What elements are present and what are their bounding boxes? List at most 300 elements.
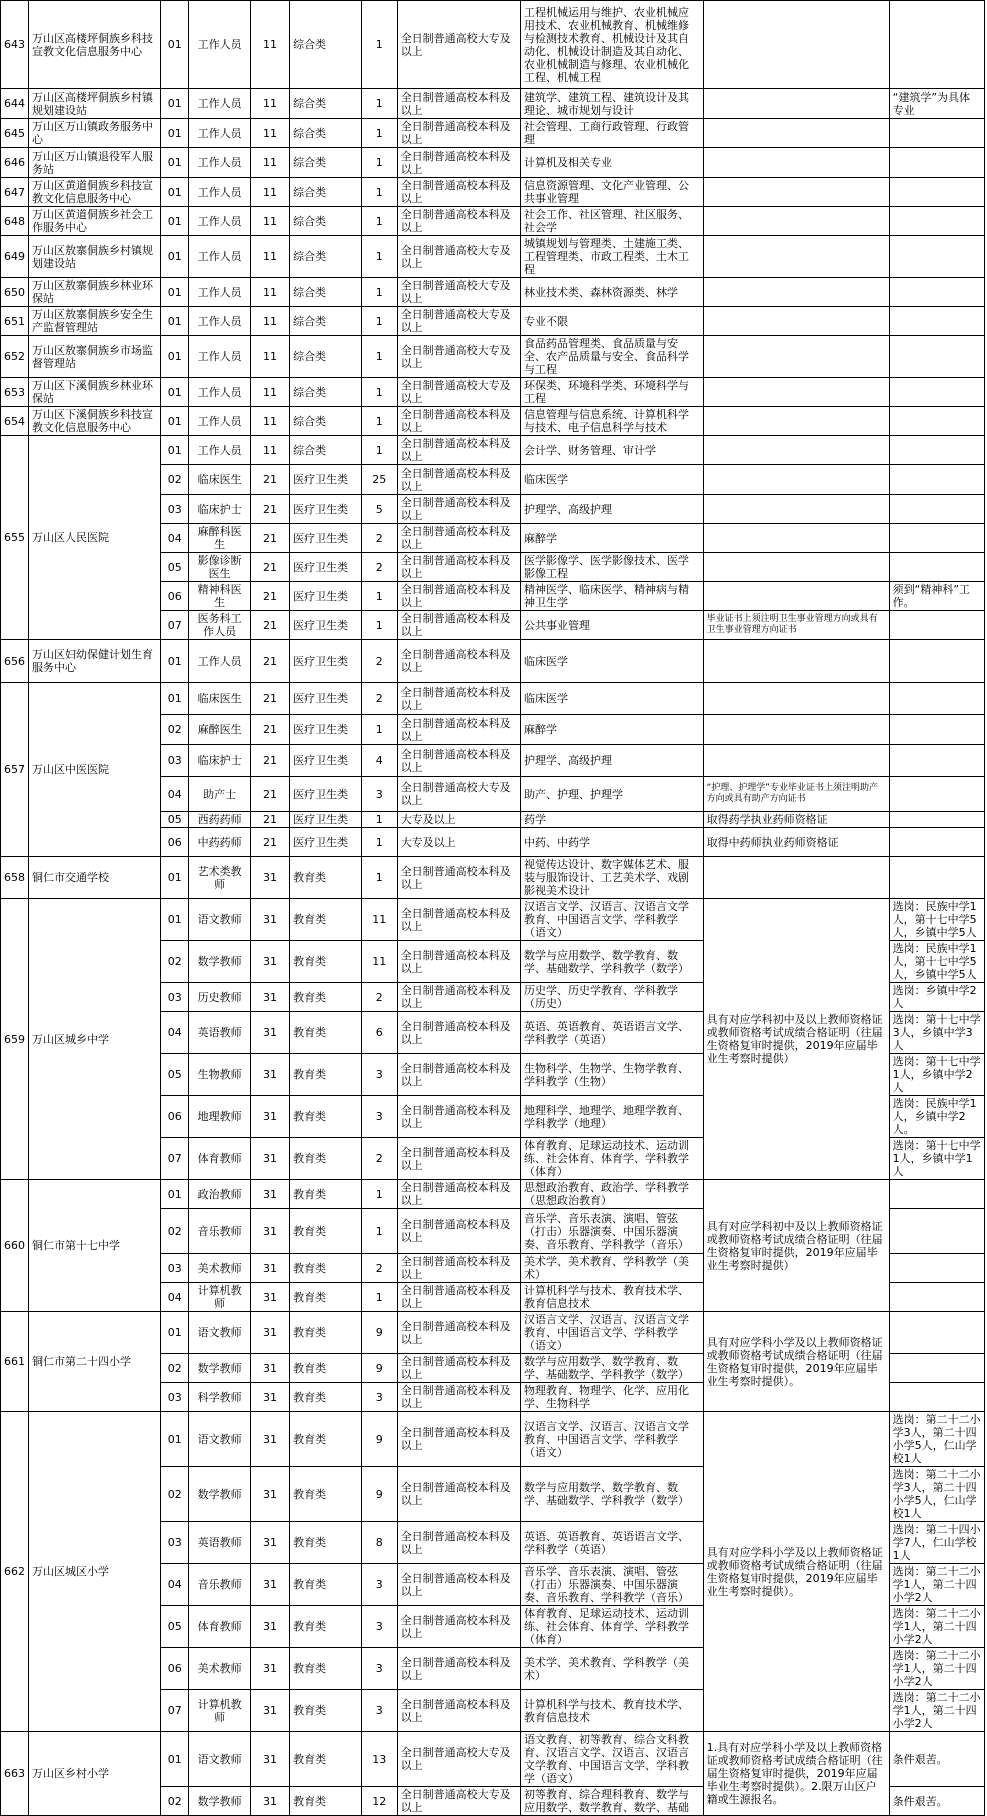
- job-category-code: 11: [250, 336, 289, 378]
- job-type: 综合类: [290, 436, 362, 465]
- table-row: [1, 407, 985, 436]
- major: 临床医学: [520, 640, 703, 683]
- job-code: 01: [161, 336, 189, 378]
- hire-count: 2: [361, 983, 397, 1012]
- table-row: [1, 278, 985, 307]
- job-category-code: 31: [250, 1209, 289, 1254]
- job-name: 历史教师: [189, 983, 251, 1012]
- education: 全日制普通高校本科及以上: [397, 1209, 520, 1254]
- major: 体育教育、足球运动技术、运动训练、社会体育、体育学、学科教学（体育）: [520, 1606, 703, 1648]
- row-number: 660: [1, 1180, 29, 1312]
- remarks: [889, 207, 984, 236]
- major: 汉语言文学、汉语言、汉语言文学教育、中国语言文学、学科教学（语文）: [520, 899, 703, 941]
- job-name: 美术教师: [189, 1648, 251, 1690]
- job-category-code: 31: [250, 1690, 289, 1732]
- major: 食品药品管理类、食品质量与安全、农产品质量与安全、食品科学与工程: [520, 336, 703, 378]
- job-name: 影像诊断医生: [189, 553, 251, 582]
- hire-count: 3: [361, 1648, 397, 1690]
- unit-name: 万山区人民医院: [29, 436, 161, 640]
- education: 全日制普通高校本科及以上: [397, 1354, 520, 1383]
- education: 全日制普通高校本科及以上: [397, 1054, 520, 1096]
- hire-count: 3: [361, 1096, 397, 1138]
- remarks: [889, 336, 984, 378]
- job-category-code: 21: [250, 640, 289, 683]
- remarks: 选岗：民族中学1人，第十七中学5人，乡镇中学5人: [889, 899, 984, 941]
- job-name: 工作人员: [189, 236, 251, 278]
- remarks: [889, 495, 984, 524]
- row-number: 654: [1, 407, 29, 436]
- major: 初等教育、综合理科教育、数学与应用数学、数学教育、数学、基础: [520, 1787, 703, 1816]
- other-conditions: [703, 495, 889, 524]
- hire-count: 1: [361, 119, 397, 148]
- major: 信息资源管理、文化产业管理、公共事业管理: [520, 178, 703, 207]
- hire-count: 3: [361, 777, 397, 812]
- remarks: [889, 119, 984, 148]
- hire-count: 1: [361, 278, 397, 307]
- education: 全日制普通高校本科及以上: [397, 1096, 520, 1138]
- job-name: 工作人员: [189, 307, 251, 336]
- job-type: 综合类: [290, 89, 362, 119]
- remarks: [889, 640, 984, 683]
- job-name: 工作人员: [189, 178, 251, 207]
- major: 汉语言文学、汉语言、汉语言文学教育、中国语言文学、学科教学（语文）: [520, 1312, 703, 1354]
- education: 全日制普通高校大专及以上: [397, 336, 520, 378]
- job-category-code: 31: [250, 899, 289, 941]
- job-category-code: 21: [250, 777, 289, 812]
- hire-count: 11: [361, 941, 397, 983]
- job-type: 教育类: [290, 1254, 362, 1283]
- remarks: [889, 407, 984, 436]
- job-name: 音乐教师: [189, 1209, 251, 1254]
- other-conditions: [703, 715, 889, 745]
- job-code: 05: [161, 1606, 189, 1648]
- major: 思想政治教育、政治学、学科教学（思想政治教育）: [520, 1180, 703, 1209]
- education: 全日制普通高校本科及以上: [397, 941, 520, 983]
- job-code: 05: [161, 553, 189, 582]
- hire-count: 12: [361, 1787, 397, 1816]
- job-type: 教育类: [290, 1054, 362, 1096]
- job-type: 教育类: [290, 941, 362, 983]
- remarks: 选岗：第二十二小学3人，第二十四小学5人，仁山学校1人: [889, 1412, 984, 1467]
- remarks: 条件艰苦。: [889, 1732, 984, 1787]
- remarks: [889, 178, 984, 207]
- job-name: 语文教师: [189, 899, 251, 941]
- job-type: 医疗卫生类: [290, 582, 362, 611]
- education: 全日制普通高校本科及以上: [397, 857, 520, 899]
- other-conditions: 具有对应学科初中及以上教师资格证或教师资格考试成绩合格证明（往届生资格复审时提供，2019年应届毕业生考察时提供）: [703, 1180, 889, 1312]
- table-row: [1, 1180, 985, 1209]
- hire-count: 2: [361, 1254, 397, 1283]
- education: 全日制普通高校本科及以上: [397, 611, 520, 640]
- hire-count: 1: [361, 812, 397, 828]
- job-code: 06: [161, 1096, 189, 1138]
- job-category-code: 11: [250, 178, 289, 207]
- job-name: 工作人员: [189, 207, 251, 236]
- row-number: 656: [1, 640, 29, 683]
- job-type: 教育类: [290, 1354, 362, 1383]
- job-category-code: 31: [250, 857, 289, 899]
- job-code: 03: [161, 1254, 189, 1283]
- education: 全日制普通高校大专及以上: [397, 1787, 520, 1816]
- major: 城镇规划与管理类、土建施工类、工程管理类、市政工程类、土木工程: [520, 236, 703, 278]
- education: 全日制普通高校大专及以上: [397, 236, 520, 278]
- row-number: 648: [1, 207, 29, 236]
- job-code: 07: [161, 1138, 189, 1180]
- job-category-code: 11: [250, 436, 289, 465]
- row-number: 644: [1, 89, 29, 119]
- job-category-code: 11: [250, 207, 289, 236]
- job-category-code: 31: [250, 941, 289, 983]
- major: 美术学、美术教育、学科教学（美术）: [520, 1254, 703, 1283]
- row-number: 651: [1, 307, 29, 336]
- hire-count: 2: [361, 640, 397, 683]
- job-type: 教育类: [290, 1690, 362, 1732]
- job-name: 工作人员: [189, 89, 251, 119]
- job-code: 03: [161, 1522, 189, 1564]
- hire-count: 1: [361, 148, 397, 178]
- other-conditions: [703, 465, 889, 495]
- job-type: 教育类: [290, 1787, 362, 1816]
- remarks: [889, 524, 984, 553]
- major: 计算机及相关专业: [520, 148, 703, 178]
- job-code: 01: [161, 236, 189, 278]
- other-conditions: [703, 278, 889, 307]
- job-name: 数学教师: [189, 1787, 251, 1816]
- major: 计算机科学与技术、教育技术学、教育信息技术: [520, 1283, 703, 1312]
- education: 全日制普通高校大专及以上: [397, 307, 520, 336]
- remarks: [889, 148, 984, 178]
- education: 全日制普通高校本科及以上: [397, 407, 520, 436]
- major: 数学与应用数学、数学教育、数学、基础数学、学科教学（数学）: [520, 1467, 703, 1522]
- job-name: 工作人员: [189, 407, 251, 436]
- job-name: 艺术类教师: [189, 857, 251, 899]
- unit-name: 万山区下溪侗族乡林业环保站: [29, 378, 161, 407]
- major: 药学: [520, 812, 703, 828]
- unit-name: 万山区万山镇政务服务中心: [29, 119, 161, 148]
- remarks: [889, 1209, 984, 1254]
- education: 全日制普通高校本科及以上: [397, 524, 520, 553]
- job-name: 政治教师: [189, 1180, 251, 1209]
- other-conditions: [703, 336, 889, 378]
- job-code: 01: [161, 1, 189, 89]
- job-code: 04: [161, 524, 189, 553]
- job-type: 综合类: [290, 307, 362, 336]
- job-type: 教育类: [290, 1467, 362, 1522]
- unit-name: 铜仁市第十七中学: [29, 1180, 161, 1312]
- table-row: [1, 1412, 985, 1467]
- job-name: 工作人员: [189, 119, 251, 148]
- hire-count: 3: [361, 1606, 397, 1648]
- job-name: 数学教师: [189, 1354, 251, 1383]
- education: 全日制普通高校本科及以上: [397, 983, 520, 1012]
- job-name: 体育教师: [189, 1606, 251, 1648]
- job-code: 02: [161, 941, 189, 983]
- major: 英语、英语教育、英语语言文学、学科教学（英语）: [520, 1012, 703, 1054]
- job-code: 03: [161, 983, 189, 1012]
- education: 全日制普通高校大专及以上: [397, 1, 520, 89]
- job-code: 05: [161, 812, 189, 828]
- unit-name: 铜仁市交通学校: [29, 857, 161, 899]
- hire-count: 1: [361, 1209, 397, 1254]
- job-category-code: 31: [250, 1787, 289, 1816]
- job-type: 教育类: [290, 1522, 362, 1564]
- table-row: [1, 207, 985, 236]
- job-category-code: 21: [250, 465, 289, 495]
- job-code: 01: [161, 148, 189, 178]
- job-type: 教育类: [290, 1564, 362, 1606]
- major: 数学与应用数学、数学教育、数学、基础数学、学科教学（数学）: [520, 1354, 703, 1383]
- table-row: [1, 89, 985, 119]
- hire-count: 3: [361, 1564, 397, 1606]
- table-row: [1, 1, 985, 89]
- job-category-code: 31: [250, 1138, 289, 1180]
- job-code: 02: [161, 465, 189, 495]
- job-category-code: 31: [250, 1054, 289, 1096]
- job-code: 01: [161, 119, 189, 148]
- major: 精神医学、临床医学、精神病与精神卫生学: [520, 582, 703, 611]
- other-conditions: [703, 148, 889, 178]
- unit-name: 万山区黄道侗族乡社会工作服务中心: [29, 207, 161, 236]
- education: 全日制普通高校本科及以上: [397, 495, 520, 524]
- job-code: 01: [161, 899, 189, 941]
- remarks: [889, 828, 984, 857]
- row-number: 662: [1, 1412, 29, 1732]
- major: 计算机科学与技术、教育技术学、教育信息技术: [520, 1690, 703, 1732]
- remarks: [889, 1312, 984, 1354]
- unit-name: 万山区万山镇退役军人服务站: [29, 148, 161, 178]
- remarks: [889, 745, 984, 777]
- other-conditions: 具有对应学科初中及以上教师资格证或教师资格考试成绩合格证明（往届生资格复审时提供，2019年应届毕业生考察时提供）: [703, 899, 889, 1180]
- education: 全日制普通高校本科及以上: [397, 1467, 520, 1522]
- job-type: 医疗卫生类: [290, 611, 362, 640]
- major: 体育教育、足球运动技术、运动训练、社会体育、体育学、学科教学（体育）: [520, 1138, 703, 1180]
- job-name: 计算机教师: [189, 1690, 251, 1732]
- job-category-code: 11: [250, 89, 289, 119]
- table-row: [1, 148, 985, 178]
- major: 林业技术类、森林资源类、林学: [520, 278, 703, 307]
- job-type: 医疗卫生类: [290, 828, 362, 857]
- job-code: 04: [161, 777, 189, 812]
- job-type: 综合类: [290, 278, 362, 307]
- job-code: 01: [161, 1732, 189, 1787]
- job-name: 音乐教师: [189, 1564, 251, 1606]
- job-name: 工作人员: [189, 1, 251, 89]
- job-category-code: 31: [250, 983, 289, 1012]
- job-category-code: 31: [250, 1254, 289, 1283]
- remarks: 选岗：第十七中学3人，乡镇中学3人: [889, 1012, 984, 1054]
- row-number: 652: [1, 336, 29, 378]
- hire-count: 5: [361, 495, 397, 524]
- remarks: 选岗：第二十二小学1人，第二十四小学2人: [889, 1648, 984, 1690]
- education: 全日制普通高校本科及以上: [397, 640, 520, 683]
- job-type: 综合类: [290, 148, 362, 178]
- hire-count: 4: [361, 745, 397, 777]
- education: 全日制普通高校本科及以上: [397, 582, 520, 611]
- remarks: 选岗：民族中学1人，第十七中学5人，乡镇中学5人: [889, 941, 984, 983]
- remarks: [889, 1180, 984, 1209]
- job-category-code: 21: [250, 524, 289, 553]
- job-code: 03: [161, 745, 189, 777]
- remarks: 选岗：第十七中学1人，乡镇中学2人: [889, 1054, 984, 1096]
- hire-count: 3: [361, 1054, 397, 1096]
- job-name: 语文教师: [189, 1732, 251, 1787]
- job-type: 医疗卫生类: [290, 524, 362, 553]
- education: 全日制普通高校本科及以上: [397, 899, 520, 941]
- education: 全日制普通高校本科及以上: [397, 148, 520, 178]
- job-type: 综合类: [290, 207, 362, 236]
- other-conditions: [703, 524, 889, 553]
- other-conditions: 取得药学执业药师资格证: [703, 812, 889, 828]
- unit-name: 万山区妇幼保健计划生育服务中心: [29, 640, 161, 683]
- row-number: 655: [1, 436, 29, 640]
- hire-count: 9: [361, 1467, 397, 1522]
- job-code: 01: [161, 278, 189, 307]
- table-row: [1, 899, 985, 941]
- job-name: 医务科工作人员: [189, 611, 251, 640]
- unit-name: 万山区敖寨侗族乡安全生产监督管理站: [29, 307, 161, 336]
- other-conditions: [703, 207, 889, 236]
- job-code: 07: [161, 1690, 189, 1732]
- education: 全日制普通高校本科及以上: [397, 1648, 520, 1690]
- education: 全日制普通高校本科及以上: [397, 715, 520, 745]
- row-number: 663: [1, 1732, 29, 1816]
- remarks: 选岗：第二十二小学1人，第二十四小学2人: [889, 1564, 984, 1606]
- major: 物理教育、物理学、化学、应用化学、生物科学: [520, 1383, 703, 1412]
- major: 临床医学: [520, 465, 703, 495]
- job-name: 语文教师: [189, 1412, 251, 1467]
- education: 全日制普通高校大专及以上: [397, 777, 520, 812]
- job-type: 教育类: [290, 1606, 362, 1648]
- remarks: [889, 307, 984, 336]
- row-number: 657: [1, 683, 29, 857]
- job-type: 教育类: [290, 1312, 362, 1354]
- hire-count: 1: [361, 715, 397, 745]
- other-conditions: 具有对应学科小学及以上教师资格证或教师资格考试成绩合格证明（往届生资格复审时提供，2019年应届毕业生考察时提供）。: [703, 1412, 889, 1732]
- table-row: [1, 640, 985, 683]
- major: 会计学、财务管理、审计学: [520, 436, 703, 465]
- other-conditions: [703, 640, 889, 683]
- unit-name: 万山区敖寨侗族乡市场监督管理站: [29, 336, 161, 378]
- job-name: 生物教师: [189, 1054, 251, 1096]
- unit-name: 万山区中医医院: [29, 683, 161, 857]
- job-type: 综合类: [290, 236, 362, 278]
- remarks: [889, 278, 984, 307]
- major: 音乐学、音乐表演、演唱、管弦（打击）乐器演奏、中国乐器演奏、音乐教育、学科教学（音乐）: [520, 1564, 703, 1606]
- job-category-code: 11: [250, 148, 289, 178]
- major: 英语、英语教育、英语语言文学、学科教学（英语）: [520, 1522, 703, 1564]
- remarks: 选岗：第十七中学1人，乡镇中学1人: [889, 1138, 984, 1180]
- job-name: 计算机教师: [189, 1283, 251, 1312]
- job-name: 工作人员: [189, 378, 251, 407]
- major: 护理学、高级护理: [520, 495, 703, 524]
- hire-count: 1: [361, 1180, 397, 1209]
- unit-name: 万山区高楼坪侗族乡村镇规划建设站: [29, 89, 161, 119]
- job-code: 02: [161, 1467, 189, 1522]
- hire-count: 9: [361, 1354, 397, 1383]
- hire-count: 1: [361, 407, 397, 436]
- remarks: [889, 1283, 984, 1312]
- job-type: 教育类: [290, 1732, 362, 1787]
- hire-count: 1: [361, 1283, 397, 1312]
- job-category-code: 21: [250, 715, 289, 745]
- other-conditions: [703, 178, 889, 207]
- job-category-code: 11: [250, 278, 289, 307]
- job-code: 03: [161, 495, 189, 524]
- major: 数学与应用数学、数学教育、数学、基础数学、学科教学（数学）: [520, 941, 703, 983]
- remarks: [889, 812, 984, 828]
- hire-count: 1: [361, 178, 397, 207]
- job-category-code: 31: [250, 1412, 289, 1467]
- education: 全日制普通高校本科及以上: [397, 89, 520, 119]
- other-conditions: [703, 378, 889, 407]
- major: 护理学、高级护理: [520, 745, 703, 777]
- job-code: 06: [161, 582, 189, 611]
- job-type: 教育类: [290, 1012, 362, 1054]
- education: 全日制普通高校本科及以上: [397, 207, 520, 236]
- major: 社会工作、社区管理、社区服务、社会学: [520, 207, 703, 236]
- job-name: 体育教师: [189, 1138, 251, 1180]
- job-code: 01: [161, 378, 189, 407]
- major: 专业不限: [520, 307, 703, 336]
- row-number: 645: [1, 119, 29, 148]
- hire-count: 1: [361, 378, 397, 407]
- remarks: 选岗：第二十二小学1人，第二十四小学2人: [889, 1690, 984, 1732]
- remarks: 选岗：民族中学1人，乡镇中学2人。: [889, 1096, 984, 1138]
- other-conditions: [703, 236, 889, 278]
- job-name: 工作人员: [189, 148, 251, 178]
- job-type: 教育类: [290, 1209, 362, 1254]
- job-type: 医疗卫生类: [290, 777, 362, 812]
- job-code: 03: [161, 1383, 189, 1412]
- hire-count: 13: [361, 1732, 397, 1787]
- job-category-code: 31: [250, 1354, 289, 1383]
- education: 全日制普通高校本科及以上: [397, 178, 520, 207]
- job-name: 临床护士: [189, 495, 251, 524]
- job-type: 医疗卫生类: [290, 715, 362, 745]
- other-conditions: [703, 89, 889, 119]
- table-row: [1, 236, 985, 278]
- education: 全日制普通高校本科及以上: [397, 1012, 520, 1054]
- remarks: 选岗：第二十二小学3人，第二十四小学5人，仁山学校1人: [889, 1467, 984, 1522]
- hire-count: 11: [361, 899, 397, 941]
- job-category-code: 11: [250, 1, 289, 89]
- major: 历史学、历史学教育、学科教学（历史）: [520, 983, 703, 1012]
- remarks: [889, 1, 984, 89]
- remarks: [889, 1383, 984, 1412]
- job-name: 数学教师: [189, 941, 251, 983]
- job-category-code: 31: [250, 1648, 289, 1690]
- remarks: 选岗：第二十二小学1人，第二十四小学2人: [889, 1606, 984, 1648]
- job-type: 教育类: [290, 1383, 362, 1412]
- other-conditions: [703, 553, 889, 582]
- hire-count: 8: [361, 1522, 397, 1564]
- job-type: 综合类: [290, 1, 362, 89]
- row-number: 661: [1, 1312, 29, 1412]
- job-name: 地理教师: [189, 1096, 251, 1138]
- other-conditions: [703, 407, 889, 436]
- education: 全日制普通高校本科及以上: [397, 1180, 520, 1209]
- job-code: 01: [161, 407, 189, 436]
- job-name: 数学教师: [189, 1467, 251, 1522]
- row-number: 650: [1, 278, 29, 307]
- job-type: 医疗卫生类: [290, 745, 362, 777]
- job-name: 工作人员: [189, 436, 251, 465]
- job-category-code: 31: [250, 1096, 289, 1138]
- major: 麻醉学: [520, 715, 703, 745]
- table-row: [1, 1732, 985, 1787]
- row-number: 647: [1, 178, 29, 207]
- other-conditions: [703, 307, 889, 336]
